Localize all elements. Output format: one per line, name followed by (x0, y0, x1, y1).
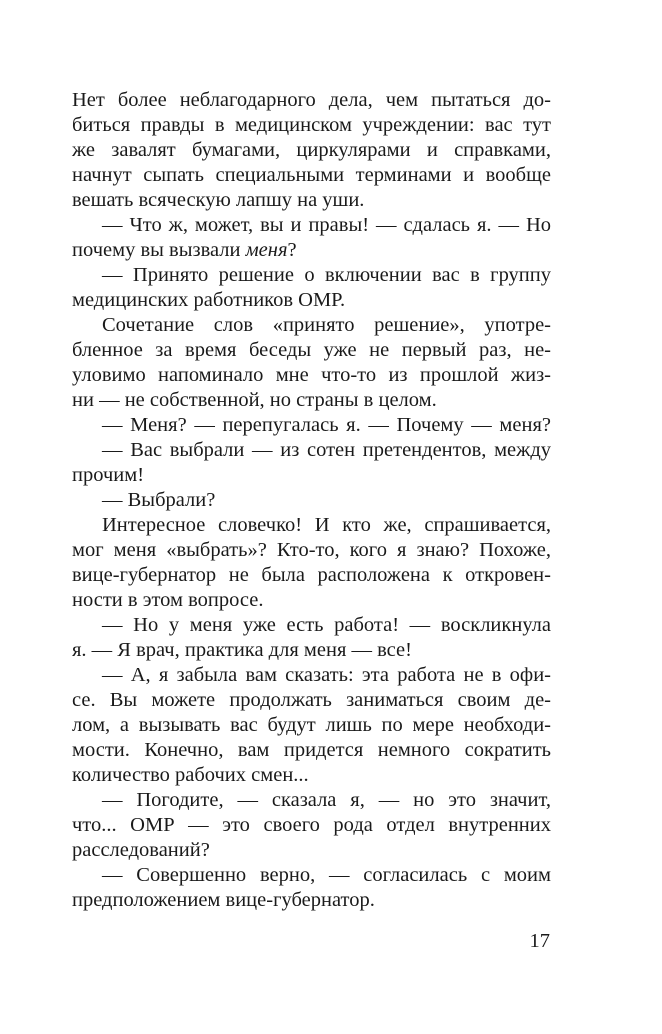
text-line: количество рабочих смен... (72, 764, 309, 786)
text-line: — Погодите, — сказала я, — но это значит, (102, 789, 551, 811)
text-line: ни — не собственной, но страны в целом. (72, 389, 437, 411)
page-text-block (72, 88, 551, 913)
text-line: Сочетание слов «принято решение», употре- (102, 314, 551, 336)
text-line: что... ОМР — это своего рода отдел внутренних (72, 814, 551, 836)
text-line: мости. Конечно, вам придется немного сократить (72, 739, 551, 761)
text-line: лом, а вызывать вас будут лишь по мере необходи- (72, 714, 551, 736)
text-segment: почему вы вызвали (72, 239, 246, 261)
text-line: бленное за время беседы уже не первый раз, не- (72, 339, 551, 361)
text-line: — Совершенно верно, — согласилась с моим (102, 864, 551, 886)
text-line: уловимо напоминало мне что-то из прошлой жиз- (72, 364, 551, 386)
text-line: предположением вице-губернатор. (72, 889, 375, 911)
text-line: Нет более неблагодарного дела, чем пытаться до- (72, 89, 551, 111)
text-line: ности в этом вопросе. (72, 589, 264, 611)
text-line: се. Вы можете продолжать заниматься своим де- (72, 689, 551, 711)
text-line: же завалят бумагами, циркулярами и справками, (72, 139, 551, 161)
text-line: — Что ж, может, вы и правы! — сдалась я. — Но (102, 214, 551, 236)
text-line: медицинских работников ОМР. (72, 289, 346, 311)
text-line: прочим! (72, 464, 145, 486)
text-line: Интересное словечко! И кто же, спрашивается, (102, 514, 551, 536)
text-line: биться правды в медицинском учреждении: вас тут (72, 114, 551, 136)
text-line: — Меня? — перепугалась я. — Почему — меня? (102, 414, 551, 436)
italic-emphasis: меня (245, 239, 288, 261)
text-line: вешать всяческую лапшу на уши. (72, 189, 365, 211)
text-line: — Вас выбрали — из сотен претендентов, между (102, 439, 551, 461)
text-line: — Выбрали? (102, 489, 216, 511)
text-line (72, 238, 551, 263)
text-line: начнут сыпать специальными терминами и вообще (72, 164, 551, 186)
text-line: — А, я забыла вам сказать: эта работа не в офи- (102, 664, 551, 686)
text-line: мог меня «выбрать»? Кто-то, кого я знаю? Похоже, (72, 539, 551, 561)
text-line: вице-губернатор не была расположена к откровен- (72, 564, 551, 586)
text-line: я. — Я врач, практика для меня — все! (72, 639, 412, 661)
text-line: — Принято решение о включении вас в группу (102, 264, 551, 286)
page-number: 17 (529, 930, 550, 952)
text-line: расследований? (72, 839, 210, 861)
text-segment: ? (287, 239, 297, 261)
text-line: — Но у меня уже есть работа! — воскликнула (102, 614, 551, 636)
